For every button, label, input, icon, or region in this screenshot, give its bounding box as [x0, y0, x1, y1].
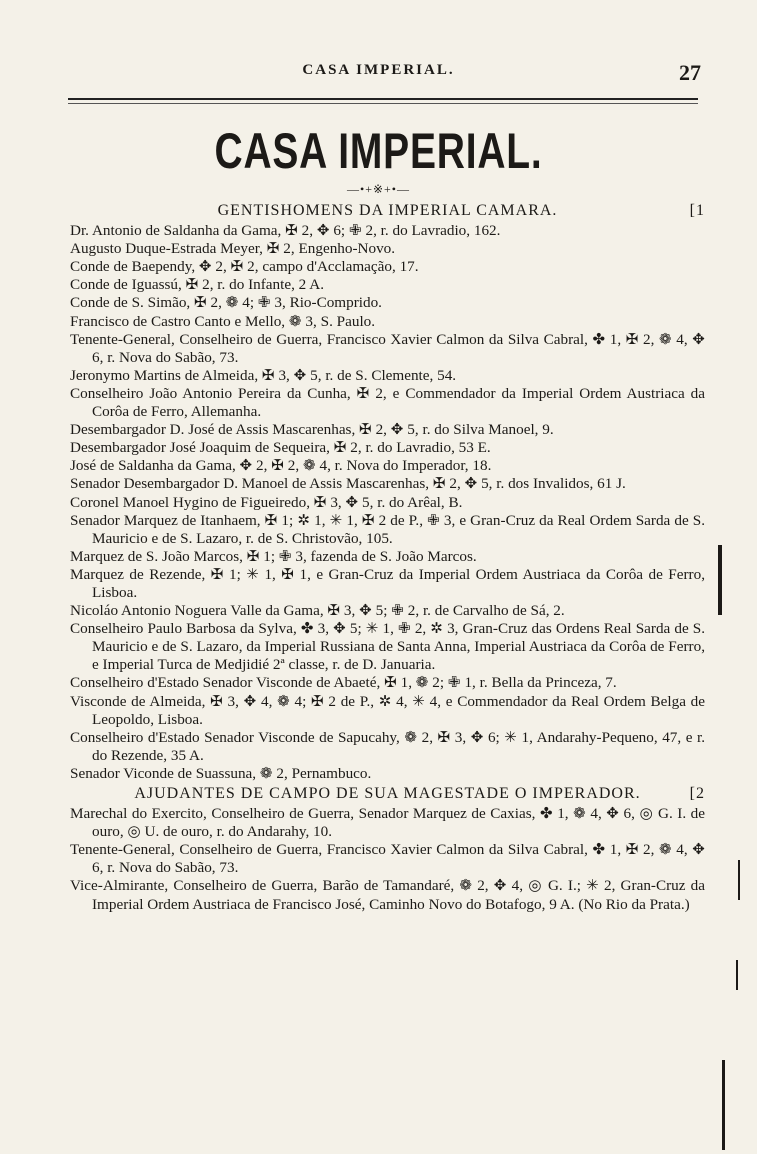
running-title: CASA IMPERIAL.: [302, 62, 455, 78]
entry: Marquez de S. João Marcos, ✠ 1; ✙ 3, fazenda de S. João Marcos.: [70, 547, 477, 565]
section-heading-text: GENTISHOMENS DA IMPERIAL CAMARA.: [217, 202, 558, 219]
section-number-mark: [2: [689, 785, 705, 802]
page-number: 27: [679, 60, 701, 85]
edge-mark: [738, 860, 740, 900]
section-number-mark: [1: [689, 202, 705, 219]
entry: Visconde de Almeida, ✠ 3, ✥ 4, ❁ 4; ✠ 2 de P., ✲ 4, ✳ 4, e Commendador da Real Ordem Belga de Leopoldo, Lisboa.: [70, 692, 705, 728]
entry: Dr. Antonio de Saldanha da Gama, ✠ 2, ✥ 6; ✙ 2, r. do Lavradio, 162.: [70, 222, 501, 240]
entry: Senador Desembargador D. Manoel de Assis Mascarenhas, ✠ 2, ✥ 5, r. dos Invalidos, 61 J.: [70, 475, 626, 493]
entry: Conde de Baependy, ✥ 2, ✠ 2, campo d'Acclamação, 17.: [70, 258, 419, 276]
entry: Tenente-General, Conselheiro de Guerra, Francisco Xavier Calmon da Silva Cabral, ✤ 1, ✠ 2, ❁ 4, ✥ 6, r. Nova do Sabão, 73.: [70, 330, 705, 366]
entry: Tenente-General, Conselheiro de Guerra, Francisco Xavier Calmon da Silva Cabral, ✤ 1, ✠ 2, ❁ 4, ✥ 6, r. Nova do Sabão, 73.: [70, 841, 705, 877]
entry: Conde de Iguassú, ✠ 2, r. do Infante, 2 A.: [70, 276, 324, 294]
entry: Conselheiro Paulo Barbosa da Sylva, ✤ 3, ✥ 5; ✳ 1, ✙ 2, ✲ 3, Gran-Cruz das Ordens Real Sarda de S. Mauricio e de S. Lazaro, da Imperial Russiana de Santa Anna, Imperial Austriaca da Corôa de Ferro, e Imperial Turca de Medjidié 2ª classe, r. de D. Januaria.: [70, 620, 705, 674]
entry: Desembargador José Joaquim de Sequeira, ✠ 2, r. do Lavradio, 53 E.: [70, 439, 491, 457]
edge-mark: [722, 1060, 725, 1150]
entry: Vice-Almirante, Conselheiro de Guerra, Barão de Tamandaré, ❁ 2, ✥ 4, ◎ G. I.; ✳ 2, Gran-Cruz da Imperial Ordem Austriaca de Francisco José, Caminho Novo do Botafogo, 9 A. (No Rio da Prata.): [70, 877, 705, 913]
entry: Augusto Duque-Estrada Meyer, ✠ 2, Engenho-Novo.: [70, 240, 396, 258]
header-rule: [68, 98, 698, 104]
title-ornament: —•+※+•—: [347, 182, 410, 196]
entry: Nicoláo Antonio Noguera Valle da Gama, ✠ 3, ✥ 5; ✙ 2, r. de Carvalho de Sá, 2.: [70, 602, 565, 620]
section-heading: [70, 202, 705, 220]
entry: Jeronymo Martins de Almeida, ✠ 3, ✥ 5, r. de S. Clemente, 54.: [70, 366, 457, 384]
entry: Marechal do Exercito, Conselheiro de Guerra, Senador Marquez de Caxias, ✤ 1, ❁ 4, ✥ 6, ◎ G. I. de ouro, ◎ U. de ouro, r. do Andarahy, 10.: [70, 805, 705, 841]
main-title: CASA IMPERIAL.: [214, 123, 543, 179]
entry: Marquez de Rezende, ✠ 1; ✳ 1, ✠ 1, e Gran-Cruz da Imperial Ordem Austriaca da Corôa de Ferro, Lisboa.: [70, 565, 705, 601]
running-head: [0, 60, 757, 84]
entry: Desembargador D. José de Assis Mascarenhas, ✠ 2, ✥ 5, r. do Silva Manoel, 9.: [70, 421, 554, 439]
section-heading-text: AJUDANTES DE CAMPO DE SUA MAGESTADE O IMPERADOR.: [134, 785, 641, 802]
entry: Francisco de Castro Canto e Mello, ❁ 3, S. Paulo.: [70, 312, 376, 330]
edge-mark: [736, 960, 738, 990]
entry: Senador Viconde de Suassuna, ❁ 2, Pernambuco.: [70, 764, 372, 782]
entry: Conselheiro d'Estado Senador Visconde de Abaeté, ✠ 1, ❁ 2; ✙ 1, r. Bella da Princeza, 7.: [70, 674, 617, 692]
entry: Conselheiro João Antonio Pereira da Cunha, ✠ 2, e Commendador da Imperial Ordem Austriaca da Corôa de Ferro, Allemanha.: [70, 384, 705, 421]
section-heading: [70, 785, 705, 803]
entry: Conde de S. Simão, ✠ 2, ❁ 4; ✙ 3, Rio-Comprido.: [70, 294, 382, 312]
entry: Senador Marquez de Itanhaem, ✠ 1; ✲ 1, ✳ 1, ✠ 2 de P., ✙ 3, e Gran-Cruz da Real Ordem Sarda de S. Mauricio e de S. Lazaro, r. de S. Christovão, 105.: [70, 511, 705, 547]
entry: José de Saldanha da Gama, ✥ 2, ✠ 2, ❁ 4, r. Nova do Imperador, 18.: [70, 457, 492, 475]
body-text: [70, 200, 705, 914]
edge-mark: [718, 545, 722, 615]
entry: Conselheiro d'Estado Senador Visconde de Sapucahy, ❁ 2, ✠ 3, ✥ 6; ✳ 1, Andarahy-Pequeno, 47, e r. do Rezende, 35 A.: [70, 728, 705, 764]
entry: Coronel Manoel Hygino de Figueiredo, ✠ 3, ✥ 5, r. do Arêal, B.: [70, 493, 463, 511]
